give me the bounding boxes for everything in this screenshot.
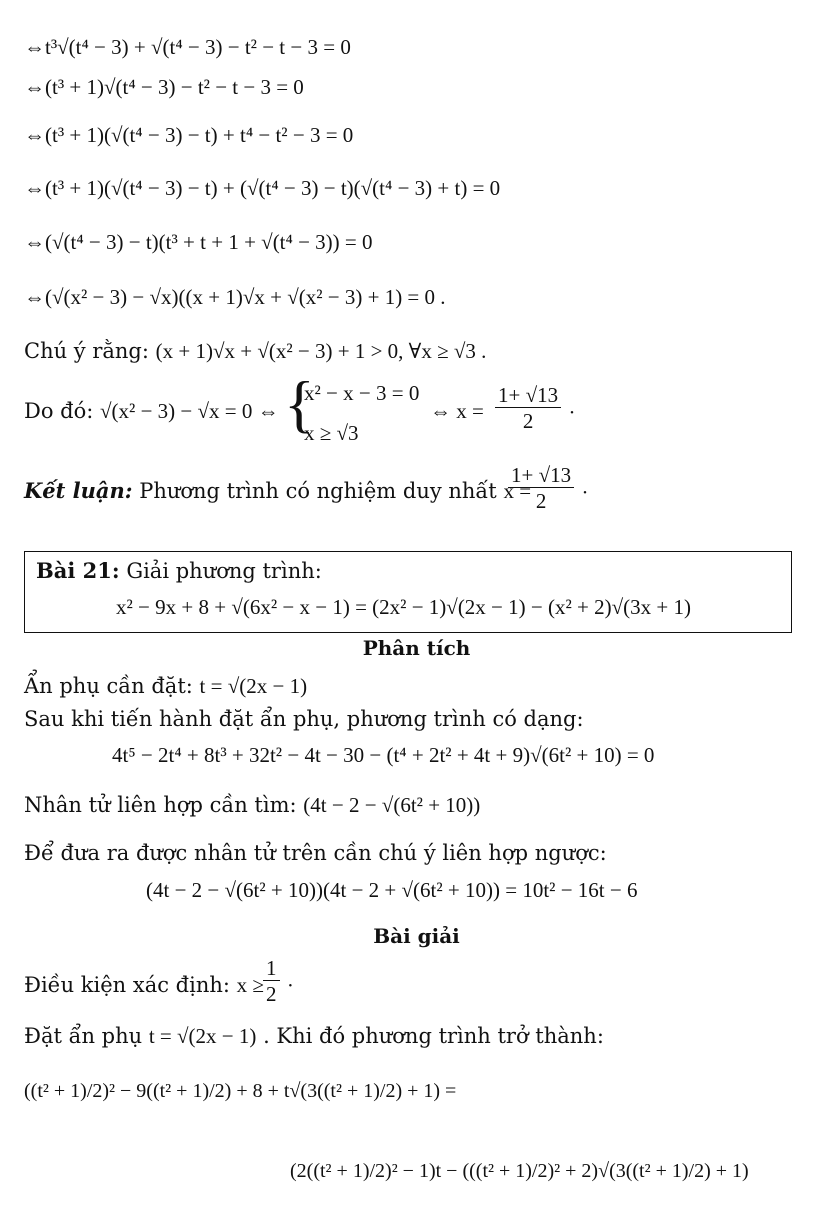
problem-header: [36, 558, 322, 584]
equation-line-5: ⇔(√(t⁴ − 3) − t)(t³ + t + 1 + √(t⁴ − 3)) = 0: [24, 230, 373, 254]
factor-label: Nhân tử liên hợp cần tìm:: [24, 793, 297, 817]
final-equation-right: (2((t² + 1)/2)² − 1)t − (((t² + 1)/2)² + 2)√(3((t² + 1)/2) + 1): [290, 1160, 749, 1182]
substitution-line: [24, 673, 307, 699]
doso-math: √(x² − 3) − √x = 0 ⇔: [100, 399, 279, 423]
domain-math: x ≥: [236, 973, 264, 997]
domain-frac-num: 1: [263, 956, 280, 981]
substitution-label: Ẩn phụ cần đặt:: [24, 674, 193, 698]
note-label: Chú ý rằng:: [24, 339, 149, 363]
conclusion-x: x =: [503, 479, 532, 503]
put-line: [24, 1023, 604, 1049]
put-text-b: . Khi đó phương trình trở thành:: [263, 1024, 604, 1048]
problem-title: Bài 21:: [36, 558, 120, 583]
equation-line-6: ⇔(√(x² − 3) − √x)((x + 1)√x + √(x² − 3) + 1) = 0 .: [24, 285, 446, 309]
system-eq-1: x² − x − 3 = 0: [304, 381, 420, 405]
put-math: t = √(2x − 1): [148, 1024, 257, 1048]
doso-label: Do đó:: [24, 399, 94, 423]
factor-math: (4t − 2 − √(6t² + 10)): [303, 793, 481, 817]
equation-line-1: ⇔t³√(t⁴ − 3) + √(t⁴ − 3) − t² − t − 3 = 0: [24, 35, 351, 59]
equation-line-3: ⇔(t³ + 1)(√(t⁴ − 3) − t) + t⁴ − t² − 3 = 0: [24, 123, 354, 147]
fraction-numerator: 1+ √13: [495, 383, 561, 408]
system-eq-2: x ≥ √3: [304, 421, 359, 445]
put-text-a: Đặt ẩn phụ: [24, 1024, 143, 1048]
system-brace: {: [284, 368, 315, 439]
analysis-heading: Phân tích: [362, 636, 471, 660]
reverse-equation: (4t − 2 − √(6t² + 10))(4t − 2 + √(6t² + 10)) = 10t² − 16t − 6: [146, 878, 638, 902]
solution-heading: Bài giải: [373, 924, 460, 948]
domain-label: Điều kiện xác định:: [24, 973, 230, 997]
conclusion-frac-num: 1+ √13: [508, 463, 574, 488]
reverse-text: Để đưa ra được nhân tử trên cần chú ý liên hợp ngược:: [24, 841, 607, 865]
equation-line-2: ⇔(t³ + 1)√(t⁴ − 3) − t² − t − 3 = 0: [24, 75, 304, 99]
note-line: [24, 338, 486, 364]
problem-text: Giải phương trình:: [126, 559, 322, 583]
doso-line: [24, 398, 279, 424]
domain-line: [24, 972, 264, 998]
doso-fraction: $\frac{1+ √13}{2}$ .: [492, 383, 575, 434]
equation-line-4: ⇔(t³ + 1)(√(t⁴ − 3) − t) + (√(t⁴ − 3) − t)(√(t⁴ − 3) + t) = 0: [24, 176, 501, 200]
conclusion-line: [24, 478, 531, 504]
doso-result: ⇔ x =: [430, 399, 484, 423]
conclusion-fraction: $\frac{1+ √13}{2}$ .: [505, 463, 588, 514]
domain-fraction: $\frac{1}{2}$ .: [260, 956, 293, 1007]
factor-line: [24, 792, 480, 818]
problem-equation: x² − 9x + 8 + √(6x² − x − 1) = (2x² − 1)√(2x − 1) − (x² + 2)√(3x + 1): [116, 595, 691, 619]
after-substitution-equation: 4t⁵ − 2t⁴ + 8t³ + 32t² − 4t − 30 − (t⁴ + 2t² + 4t + 9)√(6t² + 10) = 0: [112, 743, 655, 767]
conclusion-frac-den: 2: [535, 489, 547, 513]
domain-frac-den: 2: [266, 982, 277, 1006]
fraction-denominator: 2: [522, 409, 534, 433]
substitution-math: t = √(2x − 1): [199, 674, 308, 698]
conclusion-text: Phương trình có nghiệm duy nhất: [139, 479, 497, 503]
note-math: (x + 1)√x + √(x² − 3) + 1 > 0, ∀x ≥ √3 .: [155, 339, 487, 363]
final-equation-left: ((t² + 1)/2)² − 9((t² + 1)/2) + 8 + t√(3((t² + 1)/2) + 1) =: [24, 1080, 457, 1102]
conclusion-label: Kết luận:: [24, 478, 133, 503]
after-substitution-text: Sau khi tiến hành đặt ẩn phụ, phương trình có dạng:: [24, 707, 584, 731]
